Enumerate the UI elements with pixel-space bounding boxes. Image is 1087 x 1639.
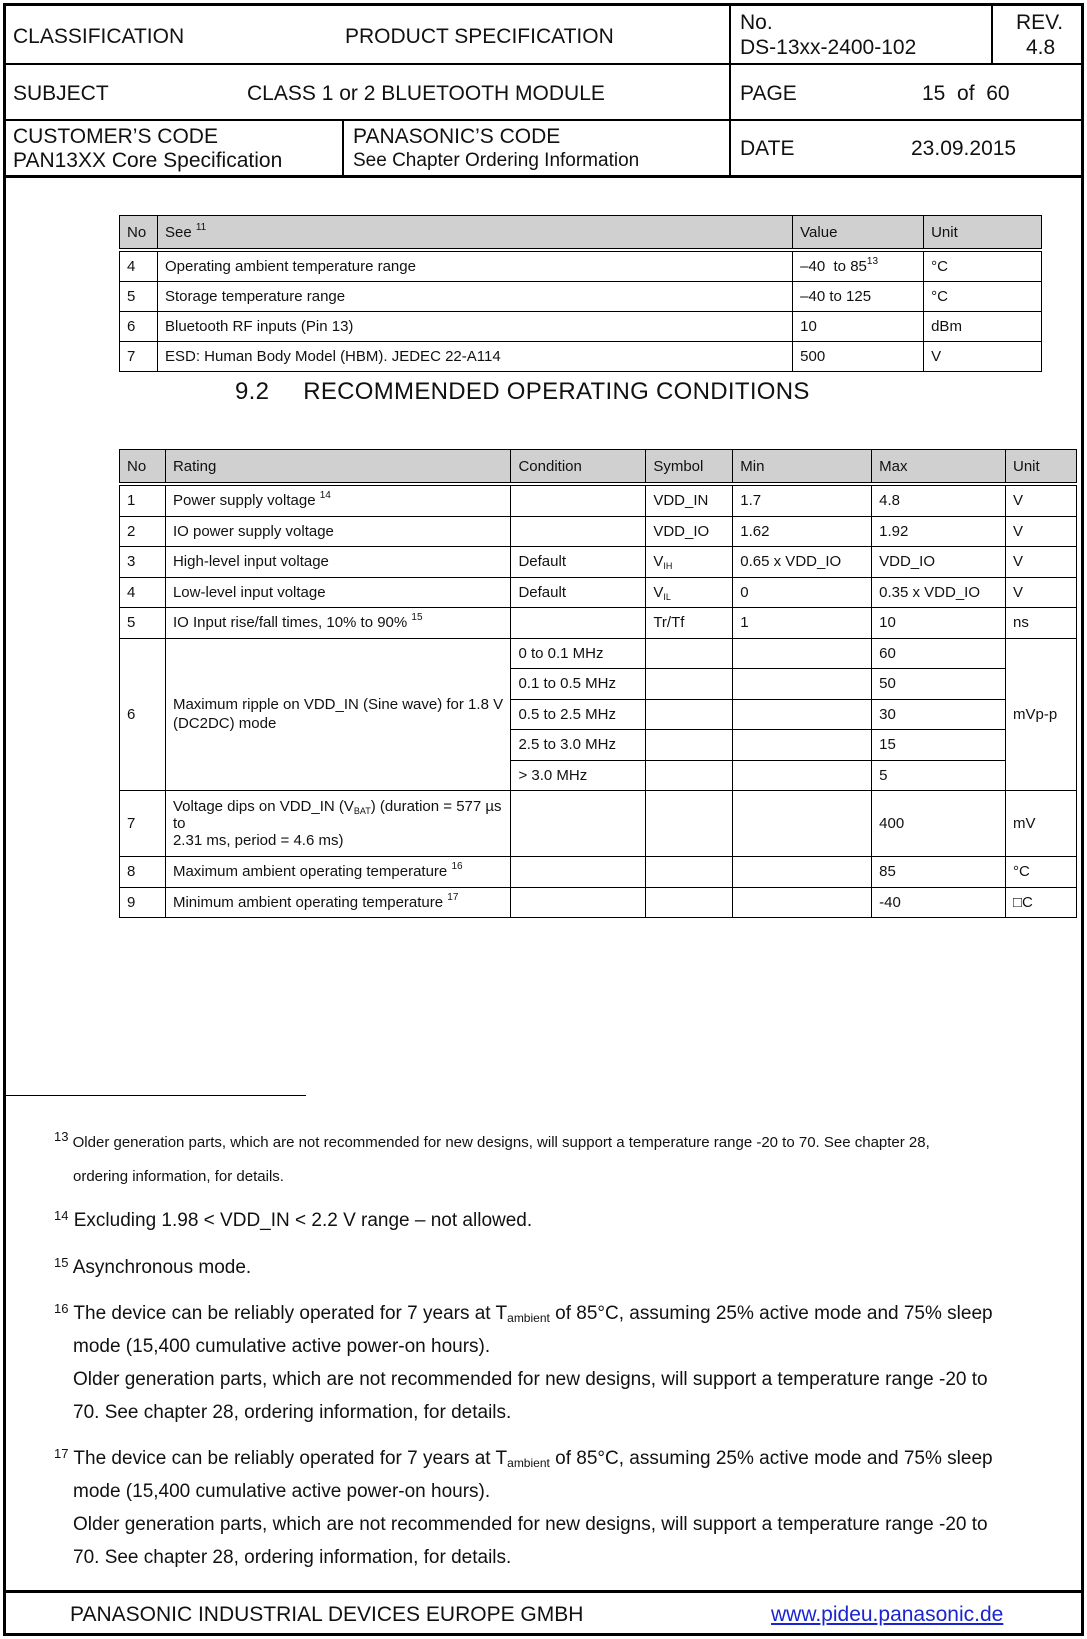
table-row: 7 Voltage dips on VDD_IN $(V_{BAT})$ (duration = 577 µs to 2.31 ms, period = 4.6 ms) 400 mV: [120, 791, 1077, 857]
header-row-3: [6, 121, 1081, 175]
document-header: [6, 6, 1081, 178]
customer-code-label: CUSTOMER’S CODE: [13, 125, 218, 148]
table-row: 6 Bluetooth RF inputs (Pin 13) 10 dBm: [120, 312, 1042, 342]
subject-label: SUBJECT: [13, 82, 109, 105]
operating-conditions-table: [119, 449, 1077, 918]
table-header-row: [120, 450, 1077, 483]
table-row: 5 Storage temperature range –40 to 125 °C: [120, 282, 1042, 312]
section-heading: [235, 378, 810, 406]
table-row: 3 High-level input voltage Default $V_{IH}$ 0.65 x VDD_IO VDD_IO V: [120, 547, 1077, 578]
classification-label: CLASSIFICATION: [13, 25, 185, 48]
footnote-17: $^{17}$ The device can be reliably operated for 7 years at $T_{ambient}$ of 85°C, assuming 25% active mode and 75% sleep mode (15,400 cumulative active power-on hours). Older generation parts, which are not recommended for new designs, will support a temperature range -20 to 70. See chapter 28, ordering information, for details.: [54, 1446, 993, 1568]
page-frame: [3, 3, 1084, 1636]
section-title: RECOMMENDED OPERATING CONDITIONS: [303, 378, 810, 405]
col-value: Value: [793, 216, 924, 249]
header-row-1: [6, 6, 1081, 65]
table-row: 2.5 to 3.0 MHz 15: [120, 730, 1077, 761]
website-link[interactable]: www.pideu.panasonic.de: [771, 1603, 1004, 1626]
col-min: Min: [733, 450, 872, 483]
footnote-14: $^{14}$ Excluding 1.98 < VDD_IN < 2.2 V range – not allowed.: [54, 1208, 533, 1231]
table-row: 8 Maximum ambient operating temperature $^{16}$ 85 °C: [120, 857, 1077, 888]
rev-label: REV.: [1016, 11, 1064, 34]
panasonic-code-label: PANASONIC’S CODE: [353, 125, 561, 148]
table-row: 2 IO power supply voltage VDD_IO 1.62 1.92 V: [120, 516, 1077, 547]
date-label: DATE: [740, 137, 795, 160]
footnote-16: $^{16}$ The device can be reliably operated for 7 years at $T_{ambient}$ of 85°C, assuming 25% active mode and 75% sleep mode (15,400 cumulative active power-on hours). Older generation parts, which are not recommended for new designs, will support a temperature range -20 to 70. See chapter 28, ordering information, for details.: [54, 1301, 993, 1423]
table-row: 4 Operating ambient temperature range –40 to $85^{13}$ °C: [120, 252, 1042, 282]
table-header-row: [120, 216, 1042, 249]
table-row: 7 ESD: Human Body Model (HBM). JEDEC 22-A114 500 V: [120, 342, 1042, 372]
table-row: 0.5 to 2.5 MHz 30: [120, 699, 1077, 730]
table-row: 6 Maximum ripple on VDD_IN (Sine wave) for 1.8 V (DC2DC) mode 0 to 0.1 MHz 60 mVp-p: [120, 638, 1077, 669]
col-rating: Rating: [165, 450, 510, 483]
document-footer: [6, 1590, 1081, 1633]
col-unit: Unit: [924, 216, 1042, 249]
table-row: 5 IO Input rise/fall times, 10% to 90% $^{15}$ Tr/Tf 1 10 ns: [120, 608, 1077, 639]
table-row: 1 Power supply voltage $^{14}$ VDD_IN 1.7 4.8 V: [120, 486, 1077, 517]
subject-value: CLASS 1 or 2 BLUETOOTH MODULE: [247, 82, 605, 105]
footnote-15: $^{15}$ Asynchronous mode.: [54, 1255, 252, 1278]
col-symbol: Symbol: [646, 450, 733, 483]
section-number: 9.2: [235, 378, 270, 405]
no-label: No.: [740, 11, 773, 34]
doc-type: PRODUCT SPECIFICATION: [345, 25, 614, 48]
footnote-13: 13 Older generation parts, which are not recommended for new designs, will support a temperature range -20 to 70. See chapter 28, ordering information, for details.: [54, 1129, 930, 1185]
table-row: 4 Low-level input voltage Default $V_{IL}$ 0 0.35 x VDD_IO V: [120, 577, 1077, 608]
page-value: 15 of 60: [922, 82, 1010, 105]
table-row: 9 Minimum ambient operating temperature $^{17}$ -40 □C: [120, 887, 1077, 918]
customer-code-value: PAN13XX Core Specification: [13, 149, 283, 172]
absolute-ratings-table: [119, 215, 1042, 372]
table-row: > 3.0 MHz 5: [120, 760, 1077, 791]
rev-value: 4.8: [1026, 36, 1056, 59]
col-condition: Condition: [511, 450, 646, 483]
col-no: No: [120, 450, 166, 483]
footnote-separator: [6, 1095, 306, 1096]
col-max: Max: [872, 450, 1006, 483]
no-value: DS-13xx-2400-102: [740, 36, 917, 59]
col-unit: Unit: [1006, 450, 1077, 483]
panasonic-code-value: See Chapter Ordering Information: [353, 150, 640, 171]
col-no: No: [120, 216, 158, 249]
table-row: 0.1 to 0.5 MHz 50: [120, 669, 1077, 700]
col-see: See $^{11}$: [157, 216, 792, 249]
header-row-2: [6, 65, 1081, 121]
date-value: 23.09.2015: [911, 137, 1017, 160]
page-label: PAGE: [740, 82, 797, 105]
company-name: PANASONIC INDUSTRIAL DEVICES EUROPE GMBH: [70, 1603, 584, 1626]
